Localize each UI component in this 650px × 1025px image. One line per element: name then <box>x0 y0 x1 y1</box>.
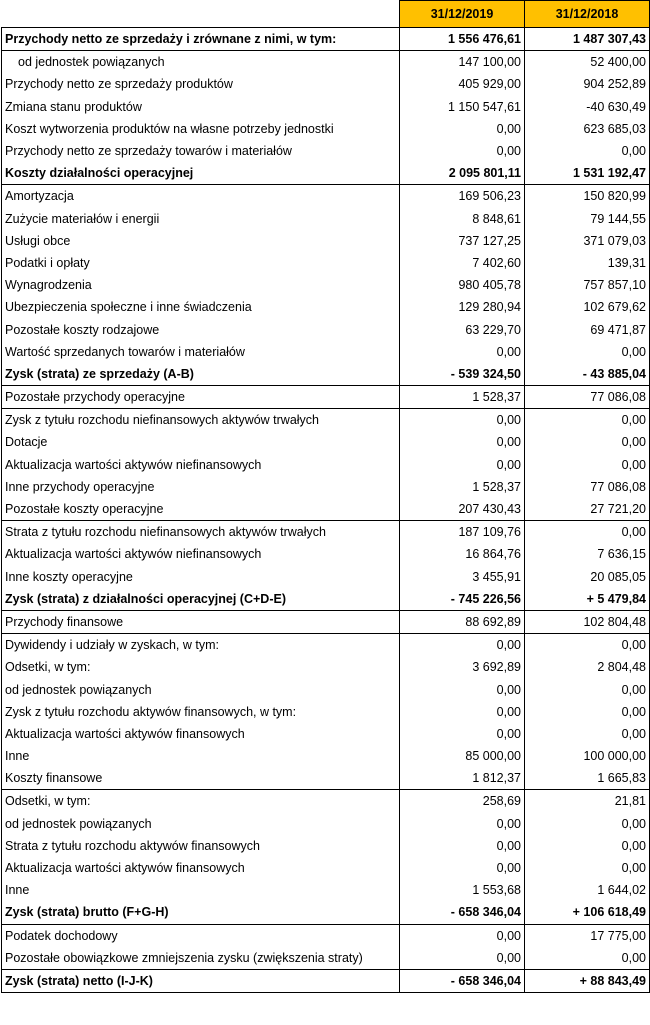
table-row <box>2 901 650 924</box>
table-row <box>2 543 650 565</box>
row-label: Odsetki, w tym: <box>2 656 400 678</box>
value-2018: 102 804,48 <box>525 610 650 633</box>
row-label: Zużycie materiałów i energii <box>2 208 400 230</box>
table-row <box>2 969 650 992</box>
row-label: Strata z tytułu rozchodu niefinansowych aktywów trwałych <box>2 521 400 544</box>
row-label: Inne <box>2 879 400 901</box>
value-2018: 0,00 <box>525 140 650 162</box>
table-row <box>2 96 650 118</box>
row-label: Zysk (strata) netto (I-J-K) <box>2 969 400 992</box>
table-row <box>2 230 650 252</box>
value-2019: 1 528,37 <box>400 476 525 498</box>
value-2019: 169 506,23 <box>400 185 525 208</box>
table-row <box>2 208 650 230</box>
row-label: Inne <box>2 745 400 767</box>
row-label: Zysk (strata) brutto (F+G-H) <box>2 901 400 924</box>
value-2018: 77 086,08 <box>525 386 650 409</box>
table-body <box>2 28 650 993</box>
value-2019: - 658 346,04 <box>400 901 525 924</box>
value-2018: 0,00 <box>525 634 650 657</box>
table-row <box>2 813 650 835</box>
table-row <box>2 566 650 588</box>
value-2018: 102 679,62 <box>525 296 650 318</box>
value-2019: 0,00 <box>400 813 525 835</box>
row-label: Koszty finansowe <box>2 767 400 790</box>
value-2018: + 106 618,49 <box>525 901 650 924</box>
value-2019: 16 864,76 <box>400 543 525 565</box>
value-2019: 0,00 <box>400 678 525 700</box>
value-2018: 1 531 192,47 <box>525 162 650 185</box>
value-2018: 904 252,89 <box>525 73 650 95</box>
value-2019: 88 692,89 <box>400 610 525 633</box>
table-row <box>2 140 650 162</box>
row-label: Usługi obce <box>2 230 400 252</box>
value-2018: - 43 885,04 <box>525 363 650 386</box>
table-row <box>2 745 650 767</box>
row-label: Podatek dochodowy <box>2 924 400 947</box>
value-2018: 139,31 <box>525 252 650 274</box>
value-2019: 737 127,25 <box>400 230 525 252</box>
table-row <box>2 634 650 657</box>
income-statement-table <box>1 0 650 993</box>
value-2018: 77 086,08 <box>525 476 650 498</box>
row-label: Zysk (strata) ze sprzedaży (A-B) <box>2 363 400 386</box>
value-2019: 7 402,60 <box>400 252 525 274</box>
row-label: Ubezpieczenia społeczne i inne świadczenia <box>2 296 400 318</box>
value-2019: 1 528,37 <box>400 386 525 409</box>
table-row <box>2 767 650 790</box>
table-row <box>2 610 650 633</box>
header-blank-cell <box>2 1 400 28</box>
row-label: Aktualizacja wartości aktywów niefinansowych <box>2 454 400 476</box>
value-2019: 0,00 <box>400 634 525 657</box>
table-row <box>2 386 650 409</box>
value-2019: 2 095 801,11 <box>400 162 525 185</box>
value-2019: 1 812,37 <box>400 767 525 790</box>
row-label: Zmiana stanu produktów <box>2 96 400 118</box>
row-label: Inne przychody operacyjne <box>2 476 400 498</box>
row-label: Aktualizacja wartości aktywów finansowych <box>2 857 400 879</box>
value-2019: 1 553,68 <box>400 879 525 901</box>
value-2018: 0,00 <box>525 947 650 970</box>
table-row <box>2 274 650 296</box>
row-label: Pozostałe obowiązkowe zmniejszenia zysku (zwiększenia straty) <box>2 947 400 970</box>
table-row <box>2 521 650 544</box>
table-row <box>2 723 650 745</box>
table-row <box>2 790 650 813</box>
value-2018: 0,00 <box>525 431 650 453</box>
value-2018: + 88 843,49 <box>525 969 650 992</box>
value-2018: 0,00 <box>525 409 650 432</box>
table-row <box>2 318 650 340</box>
value-2019: 0,00 <box>400 723 525 745</box>
value-2019: 8 848,61 <box>400 208 525 230</box>
row-label: Wartość sprzedanych towarów i materiałów <box>2 341 400 363</box>
row-label: Przychody netto ze sprzedaży produktów <box>2 73 400 95</box>
value-2019: 0,00 <box>400 341 525 363</box>
row-label: Zysk z tytułu rozchodu niefinansowych aktywów trwałych <box>2 409 400 432</box>
row-label: Aktualizacja wartości aktywów niefinansowych <box>2 543 400 565</box>
value-2019: 0,00 <box>400 947 525 970</box>
value-2018: 7 636,15 <box>525 543 650 565</box>
row-label: Podatki i opłaty <box>2 252 400 274</box>
table-row <box>2 879 650 901</box>
row-label: od jednostek powiązanych <box>2 678 400 700</box>
header-year-2018: 31/12/2018 <box>525 1 650 28</box>
value-2018: 20 085,05 <box>525 566 650 588</box>
table-row <box>2 947 650 970</box>
table-row <box>2 73 650 95</box>
row-label: od jednostek powiązanych <box>2 813 400 835</box>
table-row <box>2 185 650 208</box>
value-2018: 0,00 <box>525 454 650 476</box>
value-2018: 0,00 <box>525 341 650 363</box>
value-2019: 0,00 <box>400 409 525 432</box>
row-label: Dotacje <box>2 431 400 453</box>
value-2018: 0,00 <box>525 521 650 544</box>
value-2019: 63 229,70 <box>400 318 525 340</box>
table-row <box>2 341 650 363</box>
value-2019: 0,00 <box>400 857 525 879</box>
value-2019: 980 405,78 <box>400 274 525 296</box>
value-2019: 0,00 <box>400 140 525 162</box>
table-row <box>2 28 650 51</box>
value-2019: 147 100,00 <box>400 51 525 74</box>
row-label: Aktualizacja wartości aktywów finansowych <box>2 723 400 745</box>
table-row <box>2 656 650 678</box>
table-row <box>2 162 650 185</box>
row-label: Przychody finansowe <box>2 610 400 633</box>
row-label: Przychody netto ze sprzedaży i zrównane z nimi, w tym: <box>2 28 400 51</box>
header-row <box>2 1 650 28</box>
table-row <box>2 51 650 74</box>
value-2018: 1 644,02 <box>525 879 650 901</box>
value-2018: 0,00 <box>525 678 650 700</box>
row-label: Strata z tytułu rozchodu aktywów finansowych <box>2 835 400 857</box>
row-label: Wynagrodzenia <box>2 274 400 296</box>
table-row <box>2 409 650 432</box>
value-2018: 1 665,83 <box>525 767 650 790</box>
table-row <box>2 701 650 723</box>
value-2018: -40 630,49 <box>525 96 650 118</box>
value-2019: 0,00 <box>400 454 525 476</box>
value-2018: 100 000,00 <box>525 745 650 767</box>
table-row <box>2 835 650 857</box>
row-label: Koszt wytworzenia produktów na własne potrzeby jednostki <box>2 118 400 140</box>
value-2018: 371 079,03 <box>525 230 650 252</box>
table-row <box>2 363 650 386</box>
table-row <box>2 296 650 318</box>
table-row <box>2 431 650 453</box>
value-2019: 1 556 476,61 <box>400 28 525 51</box>
value-2018: 757 857,10 <box>525 274 650 296</box>
value-2019: 129 280,94 <box>400 296 525 318</box>
row-label: Dywidendy i udziały w zyskach, w tym: <box>2 634 400 657</box>
value-2018: 27 721,20 <box>525 498 650 521</box>
value-2019: 0,00 <box>400 835 525 857</box>
value-2018: 2 804,48 <box>525 656 650 678</box>
value-2019: 0,00 <box>400 701 525 723</box>
value-2019: 0,00 <box>400 431 525 453</box>
row-label: od jednostek powiązanych <box>2 51 400 74</box>
value-2019: 207 430,43 <box>400 498 525 521</box>
row-label: Odsetki, w tym: <box>2 790 400 813</box>
value-2018: 150 820,99 <box>525 185 650 208</box>
row-label: Pozostałe koszty rodzajowe <box>2 318 400 340</box>
value-2019: 85 000,00 <box>400 745 525 767</box>
table-row <box>2 498 650 521</box>
value-2019: - 658 346,04 <box>400 969 525 992</box>
table-row <box>2 678 650 700</box>
row-label: Inne koszty operacyjne <box>2 566 400 588</box>
value-2018: 0,00 <box>525 857 650 879</box>
header-year-2019: 31/12/2019 <box>400 1 525 28</box>
value-2019: 3 455,91 <box>400 566 525 588</box>
row-label: Zysk z tytułu rozchodu aktywów finansowych, w tym: <box>2 701 400 723</box>
value-2018: 623 685,03 <box>525 118 650 140</box>
value-2019: 0,00 <box>400 118 525 140</box>
table-row <box>2 118 650 140</box>
row-label: Przychody netto ze sprzedaży towarów i materiałów <box>2 140 400 162</box>
table-row <box>2 454 650 476</box>
value-2019: 1 150 547,61 <box>400 96 525 118</box>
row-label: Amortyzacja <box>2 185 400 208</box>
value-2018: 52 400,00 <box>525 51 650 74</box>
row-label: Koszty działalności operacyjnej <box>2 162 400 185</box>
table-row <box>2 924 650 947</box>
value-2018: 0,00 <box>525 723 650 745</box>
value-2018: 17 775,00 <box>525 924 650 947</box>
value-2019: - 539 324,50 <box>400 363 525 386</box>
value-2018: 21,81 <box>525 790 650 813</box>
value-2018: 0,00 <box>525 813 650 835</box>
value-2019: - 745 226,56 <box>400 588 525 611</box>
value-2018: 1 487 307,43 <box>525 28 650 51</box>
value-2019: 3 692,89 <box>400 656 525 678</box>
table-row <box>2 857 650 879</box>
value-2018: 79 144,55 <box>525 208 650 230</box>
table-row <box>2 588 650 611</box>
table-row <box>2 476 650 498</box>
value-2018: + 5 479,84 <box>525 588 650 611</box>
value-2018: 0,00 <box>525 835 650 857</box>
value-2018: 69 471,87 <box>525 318 650 340</box>
value-2019: 405 929,00 <box>400 73 525 95</box>
row-label: Zysk (strata) z działalności operacyjnej (C+D-E) <box>2 588 400 611</box>
value-2019: 258,69 <box>400 790 525 813</box>
value-2019: 0,00 <box>400 924 525 947</box>
row-label: Pozostałe przychody operacyjne <box>2 386 400 409</box>
value-2018: 0,00 <box>525 701 650 723</box>
value-2019: 187 109,76 <box>400 521 525 544</box>
table-row <box>2 252 650 274</box>
row-label: Pozostałe koszty operacyjne <box>2 498 400 521</box>
